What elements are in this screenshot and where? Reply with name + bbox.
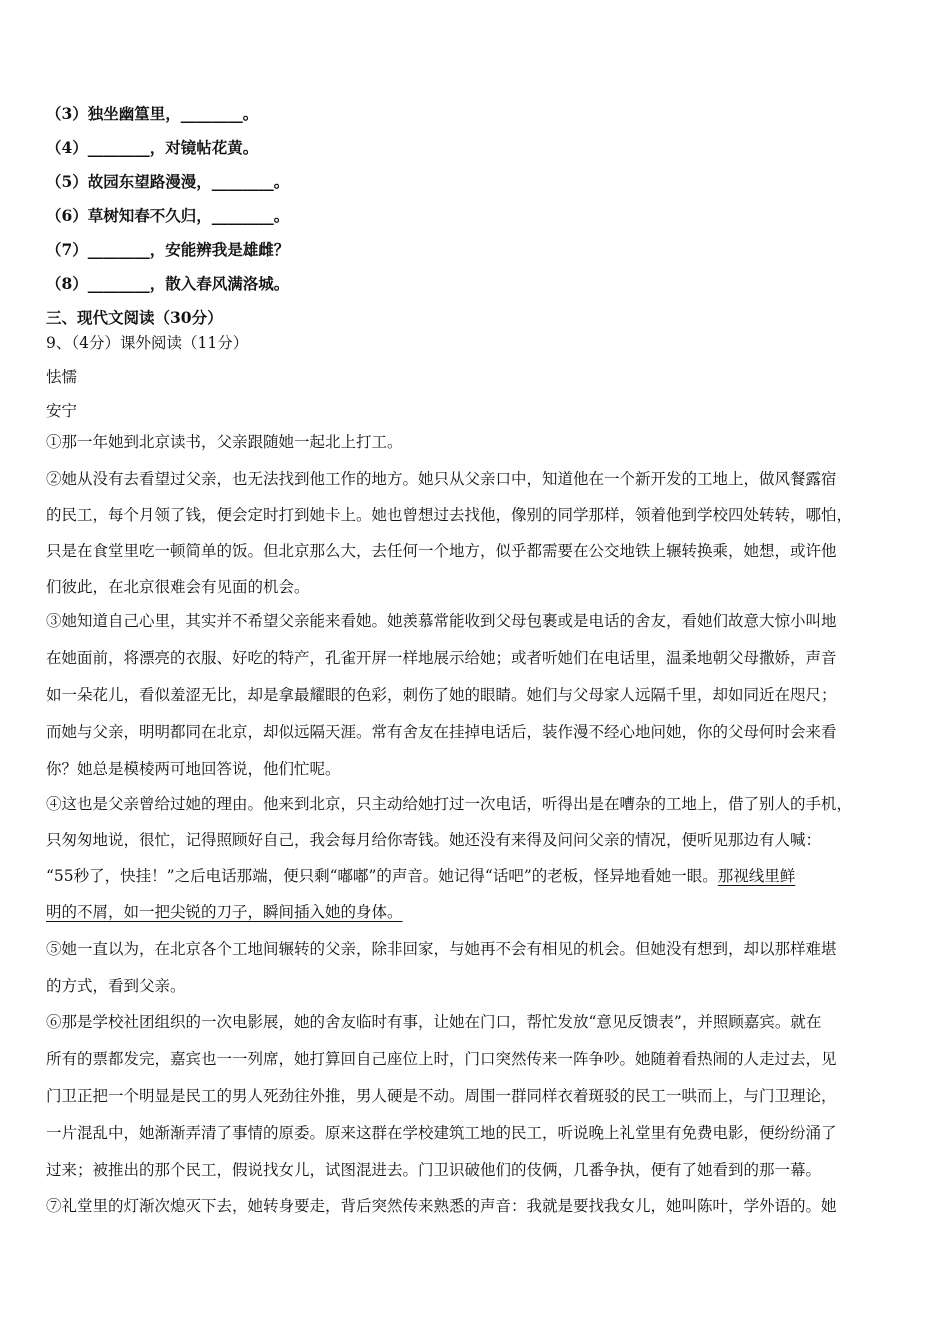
article-author: 安宁 xyxy=(46,402,78,420)
underlined-sentence-end: 明的不屑，如一把尖锐的刀子，瞬间插入她的身体。 xyxy=(46,903,403,921)
article-line: ⑦礼堂里的灯渐次熄灭下去，她转身要走，背后突然传来熟悉的声音：我就是要找我女儿，她叫陈叶，学外语的。她 xyxy=(46,1197,837,1215)
fill-blank-6: （6）草树知春不久归，________。 xyxy=(46,206,290,225)
section-title: 三、现代文阅读（30分） xyxy=(46,308,223,327)
article-line: 在她面前，将漂亮的衣服、好吃的特产，孔雀开屏一样地展示给她；或者听她们在电话里，温柔地朝父母撒娇，声音 xyxy=(46,649,837,667)
article-line: ②她从没有去看望过父亲，也无法找到他工作的地方。她只从父亲口中，知道他在一个新开发的工地上，做风餐露宿 xyxy=(46,470,837,488)
article-line: 过来；被推出的那个民工，假说找女儿，试图混进去。门卫识破他们的伎俩，几番争执，便有了她看到的那一幕。 xyxy=(46,1161,822,1179)
article-line: ①那一年她到北京读书，父亲跟随她一起北上打工。 xyxy=(46,433,403,451)
article-line: ③她知道自己心里，其实并不希望父亲能来看她。她羡慕常能收到父母包裹或是电话的舍友，看她们故意大惊小叫地 xyxy=(46,612,837,630)
article-line: 们彼此，在北京很难会有见面的机会。 xyxy=(46,578,310,596)
article-line: 所有的票都发完，嘉宾也一一列席，她打算回自己座位上时，门口突然传来一阵争吵。她随着看热闹的人走过去，见 xyxy=(46,1050,837,1068)
fill-blank-5: （5）故园东望路漫漫，________。 xyxy=(46,172,290,191)
fill-blank-4: （4）________，对镜帖花黄。 xyxy=(46,138,259,157)
article-line: ⑤她一直以为，在北京各个工地间辗转的父亲，除非回家，与她再不会有相见的机会。但她没有想到，却以那样难堪 xyxy=(46,940,837,958)
fill-blank-3: （3）独坐幽篁里，________。 xyxy=(46,104,259,123)
article-line: 你？她总是模棱两可地回答说，他们忙呢。 xyxy=(46,760,341,778)
article-line: 如一朵花儿，看似羞涩无比，却是拿最耀眼的色彩，刺伤了她的眼睛。她们与父母家人远隔千里，却如同近在咫尺； xyxy=(46,686,837,704)
article-line: ④这也是父亲曾给过她的理由。他来到北京，只主动给她打过一次电话，听得出是在嘈杂的工地上，借了别人的手机， xyxy=(46,795,853,813)
article-line: 只是在食堂里吃一顿简单的饭。但北京那么大，去任何一个地方，似乎都需要在公交地铁上辗转换乘，她想，或许他 xyxy=(46,542,837,560)
article-line-with-underline xyxy=(46,866,908,886)
fill-blank-8: （8）________，散入春风满洛城。 xyxy=(46,274,290,293)
article-line: “55秒了，快挂！”之后电话那端，便只剩“嘟嘟”的声音。她记得“话吧”的老板，怪异地看她一眼。 xyxy=(46,867,718,885)
underlined-sentence-start: 那视线里鲜 xyxy=(717,867,796,885)
article-line: 而她与父亲，明明都同在北京，却似远隔天涯。常有舍友在挂掉电话后，装作漫不经心地问她，你的父母何时会来看 xyxy=(46,723,837,741)
article-line: ⑥那是学校社团组织的一次电影展，她的舍友临时有事，让她在门口，帮忙发放“意见反馈表”，并照顾嘉宾。就在 xyxy=(46,1013,822,1031)
article-line: 的民工，每个月领了钱，便会定时打到她卡上。她也曾想过去找他，像别的同学那样，领着他到学校四处转转，哪怕， xyxy=(46,506,853,524)
article-line: 门卫正把一个明显是民工的男人死劲往外推，男人硬是不动。周围一群同样衣着斑驳的民工一哄而上，与门卫理论， xyxy=(46,1087,837,1105)
question-number: 9、（4分）课外阅读（11分） xyxy=(46,334,249,352)
article-title: 怯懦 xyxy=(46,368,78,386)
article-line: 的方式，看到父亲。 xyxy=(46,977,186,995)
fill-blank-7: （7）________，安能辨我是雄雌？ xyxy=(46,240,290,259)
article-line: 只匆匆地说，很忙，记得照顾好自己，我会每月给你寄钱。她还没有来得及问问父亲的情况，便听见那边有人喊： xyxy=(46,831,822,849)
article-line: 一片混乱中，她渐渐弄清了事情的原委。原来这群在学校建筑工地的民工，听说晚上礼堂里有免费电影，便纷纷涌了 xyxy=(46,1124,837,1142)
